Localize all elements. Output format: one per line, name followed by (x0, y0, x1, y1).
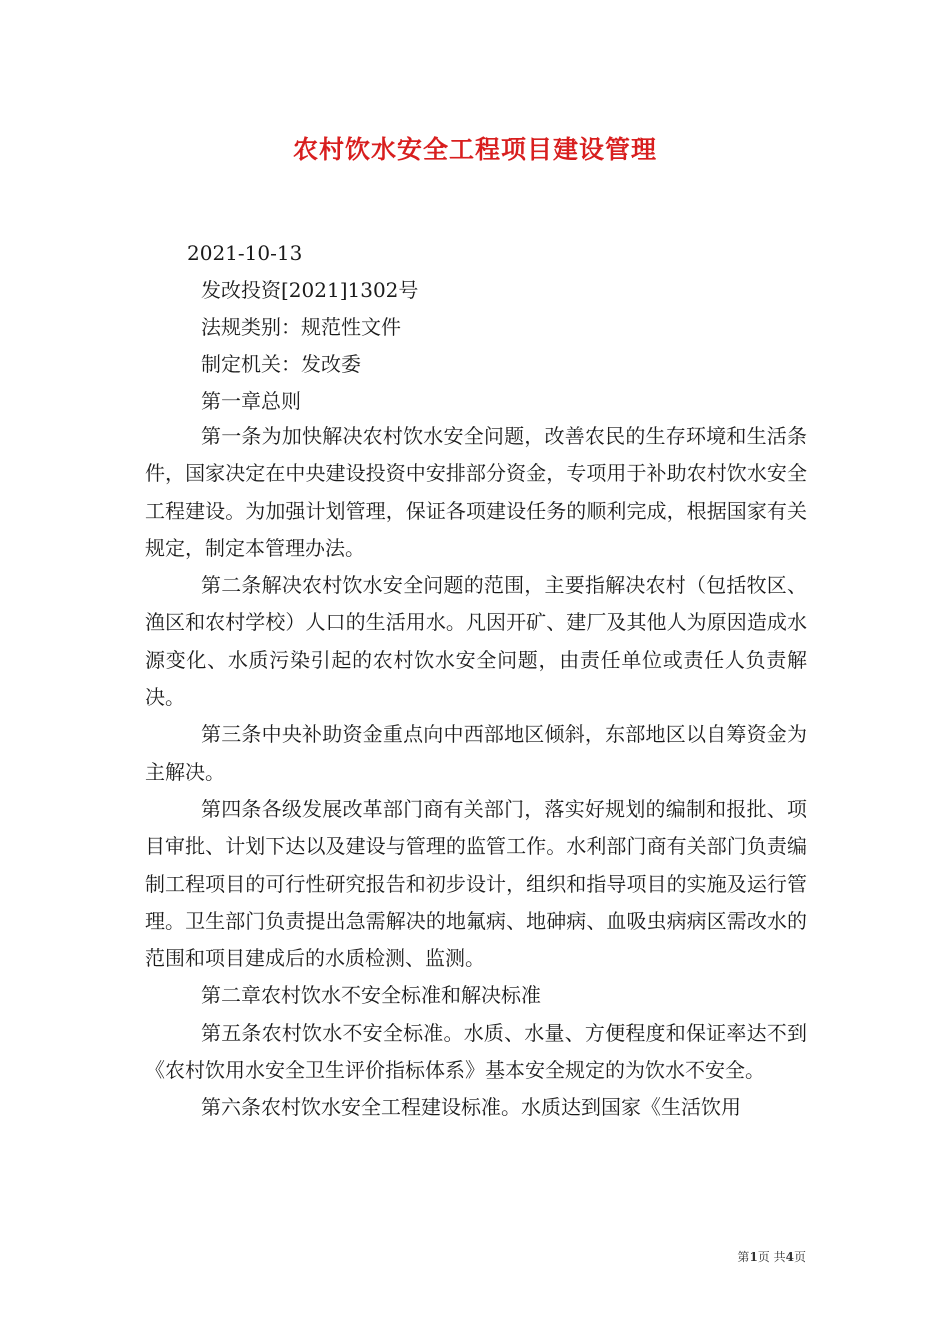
page-current: 1 (749, 1250, 758, 1264)
article-4: 第四条各级发展改革部门商有关部门，落实好规划的编制和报批、项目审批、计划下达以及建设与管理的监管工作。水利部门商有关部门负责编制工程项目的可行性研究报告和初步设计，组织和指导项目的实施及运行管理。卫生部门负责提出急需解决的地氟病、地砷病、血吸虫病病区需改水的范围和项目建成后的水质检测、监测。 (145, 796, 807, 971)
article-1: 第一条为加快解决农村饮水安全问题，改善农民的生存环境和生活条件，国家决定在中央建设投资中安排部分资金，专项用于补助农村饮水安全工程建设。为加强计划管理，保证各项建设任务的顺利完成，根据国家有关规定，制定本管理办法。 (145, 424, 807, 560)
article-5: 第五条农村饮水不安全标准。水质、水量、方便程度和保证率达不到《农村饮用水安全卫生评价指标体系》基本安全规定的为饮水不安全。 (145, 1020, 807, 1083)
document-number: 发改投资[2021]1302号 (201, 278, 419, 302)
page-prefix: 第 (737, 1250, 750, 1264)
article-2: 第二条解决农村饮水安全问题的范围，主要指解决农村（包括牧区、渔区和农村学校）人口的生活用水。凡因开矿、建厂及其他人为原因造成水源变化、水质污染引起的农村饮水安全问题，由责任单位或责任人负责解决。 (145, 573, 807, 710)
document-title: 农村饮水安全工程项目建设管理 (292, 135, 657, 164)
article-6: 第六条农村饮水安全工程建设标准。水质达到国家《生活饮用 (201, 1095, 741, 1120)
document-date: 2021-10-13 (187, 241, 303, 265)
page-middle: 页 共 (757, 1250, 786, 1264)
document-meta (145, 235, 825, 420)
document-category: 法规类别：规范性文件 (201, 315, 401, 339)
chapter-heading-2: 第二章农村饮水不安全标准和解决标准 (201, 983, 541, 1008)
document-authority: 制定机关：发改委 (201, 352, 361, 376)
article-3: 第三条中央补助资金重点向中西部地区倾斜，东部地区以自筹资金为主解决。 (145, 722, 807, 784)
page-suffix: 页 (793, 1250, 806, 1264)
page-footer (737, 1248, 806, 1265)
page-total: 4 (785, 1250, 794, 1264)
document-body (145, 418, 807, 1127)
chapter-heading-1: 第一章总则 (201, 389, 301, 413)
